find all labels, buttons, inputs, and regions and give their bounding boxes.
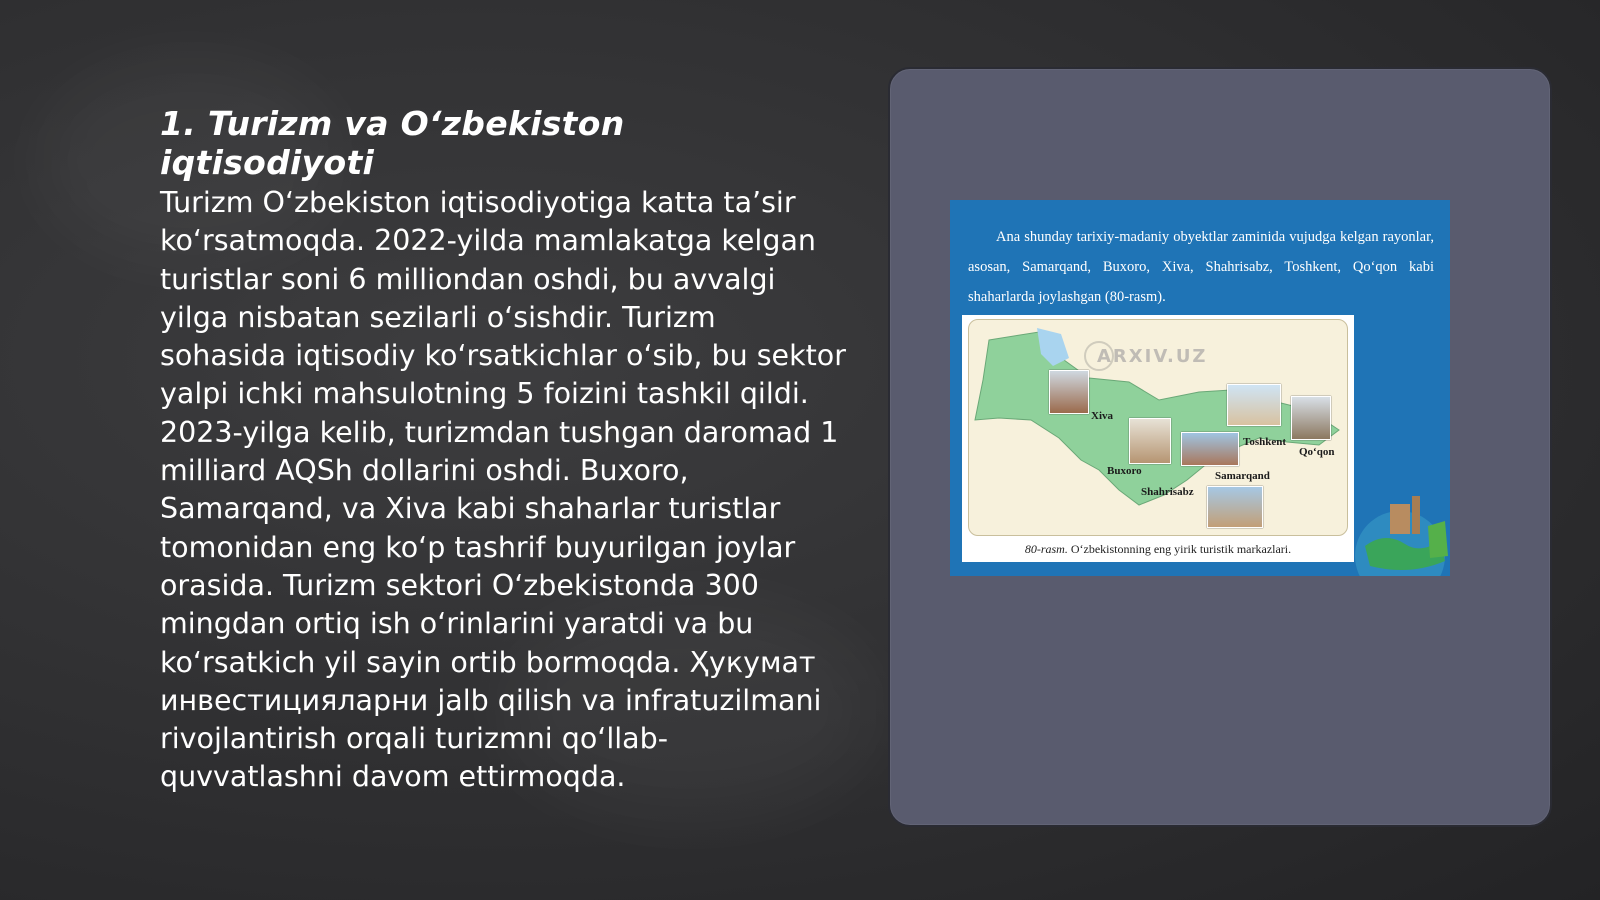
city-label-shahrisabz: Shahrisabz [1141, 486, 1194, 498]
city-label-toshkent: Toshkent [1243, 436, 1287, 448]
photo-shahrisabz [1207, 486, 1263, 528]
caption-label: 80-rasm. [1024, 542, 1068, 556]
uzbekistan-map [968, 319, 1348, 536]
city-label-buxoro: Buxoro [1107, 465, 1142, 477]
city-label-samarqand: Samarqand [1215, 470, 1270, 482]
map-frame [962, 315, 1354, 562]
photo-xiva [1049, 370, 1089, 414]
slide-body-text: Turizm O‘zbekiston iqtisodiyotiga katta ta’sir ko‘rsatmoqda. 2022-yilda mamlakatga kelgan turistlar soni 6 milliondan oshdi, bu avvalgi yilga nisbatan sezilarli o‘sishdir. Turizm sohasida iqtisodiy ko‘rsatkichlar o‘sib, bu sektor yalpi ichki mahsulotning 5 foizini tashkil qildi. 2023-yilga kelib, turizmdan tushgan daromad 1 milliard AQSh dollarini oshdi. Buxoro, Samarqand, va Xiva kabi shaharlar turistlar tomonidan eng ko‘p tashrif buyurilgan joylar orasida. Turizm sektori O‘zbekistonda 300 mingdan ortiq ish o‘rinlarini yaratdi va bu ko‘rsatkich yil sayin ortib bormoqda. Ҳукумат инвестицияларни jalb qilish va infratuzilmani rivojlantirish orqali turizmni qo‘llab-quvvatlashni davom ettirmoqda. [160, 186, 846, 794]
city-label-qoqon: Qo‘qon [1299, 446, 1335, 458]
figure-paragraph: Ana shunday tarixiy-madaniy obyektlar zaminida vujudga kelgan rayonlar, asosan, Samarqand, Buxoro, Xiva, Shahrisabz, Toshkent, Qo‘qon kabi shaharlarda joylashgan (80-rasm). [968, 229, 1434, 305]
photo-qoqon [1291, 396, 1331, 440]
photo-toshkent [1227, 384, 1281, 426]
globe-icon [1350, 466, 1450, 576]
textbook-figure[interactable] [950, 200, 1450, 576]
caption-text: O‘zbekistonning eng yirik turistik markazlari. [1067, 542, 1292, 556]
map-caption [962, 542, 1354, 557]
photo-samarqand [1181, 432, 1239, 466]
city-label-xiva: Xiva [1091, 410, 1113, 422]
slide-title: 1. Turizm va O‘zbekiston iqtisodiyoti [160, 104, 625, 182]
watermark-text: ARXIV.UZ [1097, 346, 1208, 367]
photo-buxoro [1129, 418, 1171, 464]
